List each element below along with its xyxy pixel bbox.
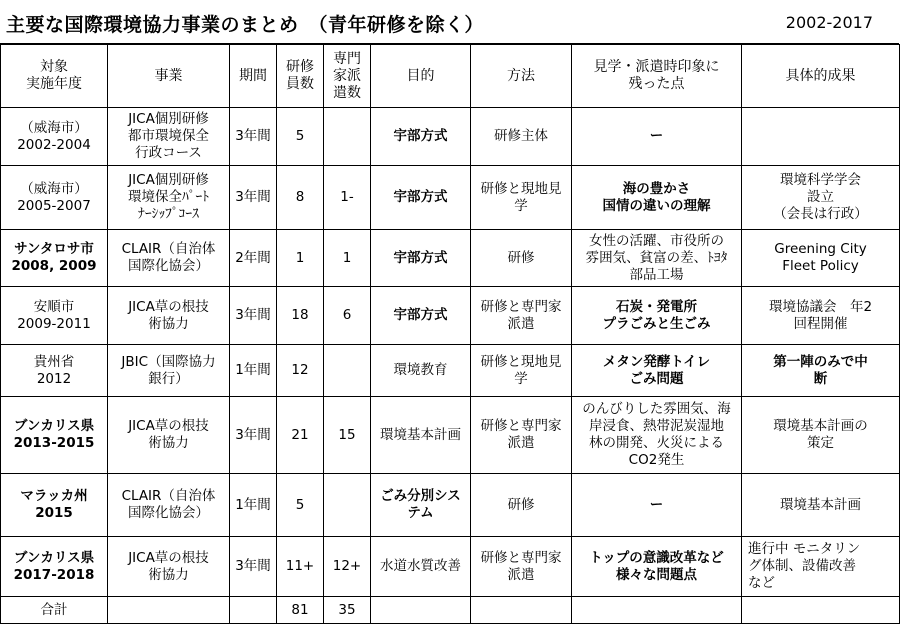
header-period: 期間: [230, 45, 277, 108]
cell-period: 1年間: [230, 345, 277, 397]
cell-period: 3年間: [230, 108, 277, 166]
cell-target: 安順市 2009-2011: [1, 287, 108, 345]
table-row: [1, 345, 900, 397]
total-empty-method: [471, 597, 572, 624]
cell-period: 3年間: [230, 166, 277, 230]
header-target: 対象 実施年度: [1, 45, 108, 108]
cell-method: 研修と現地見 学: [471, 166, 572, 230]
cell-project: JICA草の根技 術協力: [108, 397, 230, 474]
cell-period: 1年間: [230, 474, 277, 537]
header-row: [1, 45, 900, 108]
cell-period: 3年間: [230, 537, 277, 597]
cell-trainees: 8: [277, 166, 324, 230]
cell-method: 研修と専門家 派遣: [471, 287, 572, 345]
page-title-main: 主要な国際環境協力事業のまとめ: [6, 14, 299, 36]
cell-impression: トップの意識改革など 様々な問題点: [572, 537, 742, 597]
cell-experts: 15: [324, 397, 371, 474]
cell-period: 2年間: [230, 230, 277, 287]
cell-experts: 12+: [324, 537, 371, 597]
header-purpose: 目的: [371, 45, 471, 108]
cell-experts: [324, 474, 371, 537]
cell-purpose: 宇部方式: [371, 287, 471, 345]
total-trainees: 81: [277, 597, 324, 624]
total-empty-project: [108, 597, 230, 624]
cell-project: JICA個別研修 都市環境保全 行政コース: [108, 108, 230, 166]
cell-purpose: 宇部方式: [371, 108, 471, 166]
cell-result: 環境基本計画の 策定: [742, 397, 900, 474]
cell-result: [742, 108, 900, 166]
cell-target: マラッカ州 2015: [1, 474, 108, 537]
cell-experts: 1-: [324, 166, 371, 230]
cell-impression: 石炭・発電所 プラごみと生ごみ: [572, 287, 742, 345]
cell-impression: 女性の活躍、市役所の 雰囲気、貧富の差、ﾄﾖﾀ 部品工場: [572, 230, 742, 287]
total-empty-period: [230, 597, 277, 624]
total-label: 合計: [1, 597, 108, 624]
cell-purpose: 環境基本計画: [371, 397, 471, 474]
cell-purpose: 水道水質改善: [371, 537, 471, 597]
cell-impression: メタン発酵トイレ ごみ問題: [572, 345, 742, 397]
cell-method: 研修主体: [471, 108, 572, 166]
header-method: 方法: [471, 45, 572, 108]
cell-trainees: 18: [277, 287, 324, 345]
cell-impression: 海の豊かさ 国情の違いの理解: [572, 166, 742, 230]
cell-trainees: 5: [277, 108, 324, 166]
table-row: [1, 287, 900, 345]
cell-impression: ー: [572, 474, 742, 537]
cell-target: サンタロサ市 2008, 2009: [1, 230, 108, 287]
header-experts: 専門 家派 遣数: [324, 45, 371, 108]
cell-impression: のんびりした雰囲気、海 岸浸食、熱帯泥炭湿地 林の開発、火災による CO2発生: [572, 397, 742, 474]
cell-trainees: 5: [277, 474, 324, 537]
header-trainees: 研修 員数: [277, 45, 324, 108]
cell-project: JICA個別研修 環境保全ﾊﾟｰﾄ ﾅｰｼｯﾌﾟｺｰｽ: [108, 166, 230, 230]
page-title: [6, 10, 484, 37]
title-bar: [0, 0, 899, 44]
header-impression: 見学・派遣時印象に 残った点: [572, 45, 742, 108]
cell-purpose: 宇部方式: [371, 166, 471, 230]
total-empty-purpose: [371, 597, 471, 624]
cell-result: 環境協議会 年2 回程開催: [742, 287, 900, 345]
cell-trainees: 12: [277, 345, 324, 397]
table-row: [1, 108, 900, 166]
cell-experts: 1: [324, 230, 371, 287]
cell-trainees: 21: [277, 397, 324, 474]
cell-project: CLAIR（自治体 国際化協会）: [108, 474, 230, 537]
cell-trainees: 11+: [277, 537, 324, 597]
page-title-sub: （青年研修を除く）: [318, 14, 485, 36]
cell-result: 進行中 モニタリン グ体制、設備改善 など: [742, 537, 900, 597]
cell-trainees: 1: [277, 230, 324, 287]
cell-project: CLAIR（自治体 国際化協会）: [108, 230, 230, 287]
cell-period: 3年間: [230, 287, 277, 345]
table-row: [1, 166, 900, 230]
cell-purpose: 宇部方式: [371, 230, 471, 287]
total-empty-impression: [572, 597, 742, 624]
cell-target: ブンカリス県 2013-2015: [1, 397, 108, 474]
cell-method: 研修と専門家 派遣: [471, 537, 572, 597]
header-result: 具体的成果: [742, 45, 900, 108]
year-range: 2002-2017: [785, 13, 873, 32]
cell-method: 研修と専門家 派遣: [471, 397, 572, 474]
cell-result: Greening City Fleet Policy: [742, 230, 900, 287]
table-row: [1, 397, 900, 474]
table-row: [1, 474, 900, 537]
cell-target: （威海市） 2005-2007: [1, 166, 108, 230]
cell-result: 第一陣のみで中 断: [742, 345, 900, 397]
cell-method: 研修: [471, 230, 572, 287]
table-row: [1, 537, 900, 597]
summary-table: [0, 44, 900, 624]
cell-result: 環境基本計画: [742, 474, 900, 537]
cell-experts: [324, 345, 371, 397]
cell-target: 貴州省 2012: [1, 345, 108, 397]
cell-project: JICA草の根技 術協力: [108, 537, 230, 597]
cell-experts: 6: [324, 287, 371, 345]
cell-result: 環境科学学会 設立 （会長は行政）: [742, 166, 900, 230]
total-empty-result: [742, 597, 900, 624]
cell-target: （威海市） 2002-2004: [1, 108, 108, 166]
cell-purpose: 環境教育: [371, 345, 471, 397]
cell-impression: ー: [572, 108, 742, 166]
cell-target: ブンカリス県 2017-2018: [1, 537, 108, 597]
total-experts: 35: [324, 597, 371, 624]
cell-project: JBIC（国際協力 銀行）: [108, 345, 230, 397]
header-project: 事業: [108, 45, 230, 108]
table-row: [1, 230, 900, 287]
cell-method: 研修と現地見 学: [471, 345, 572, 397]
cell-experts: [324, 108, 371, 166]
cell-purpose: ごみ分別シス テム: [371, 474, 471, 537]
cell-period: 3年間: [230, 397, 277, 474]
total-row: [1, 597, 900, 624]
cell-method: 研修: [471, 474, 572, 537]
cell-project: JICA草の根技 術協力: [108, 287, 230, 345]
